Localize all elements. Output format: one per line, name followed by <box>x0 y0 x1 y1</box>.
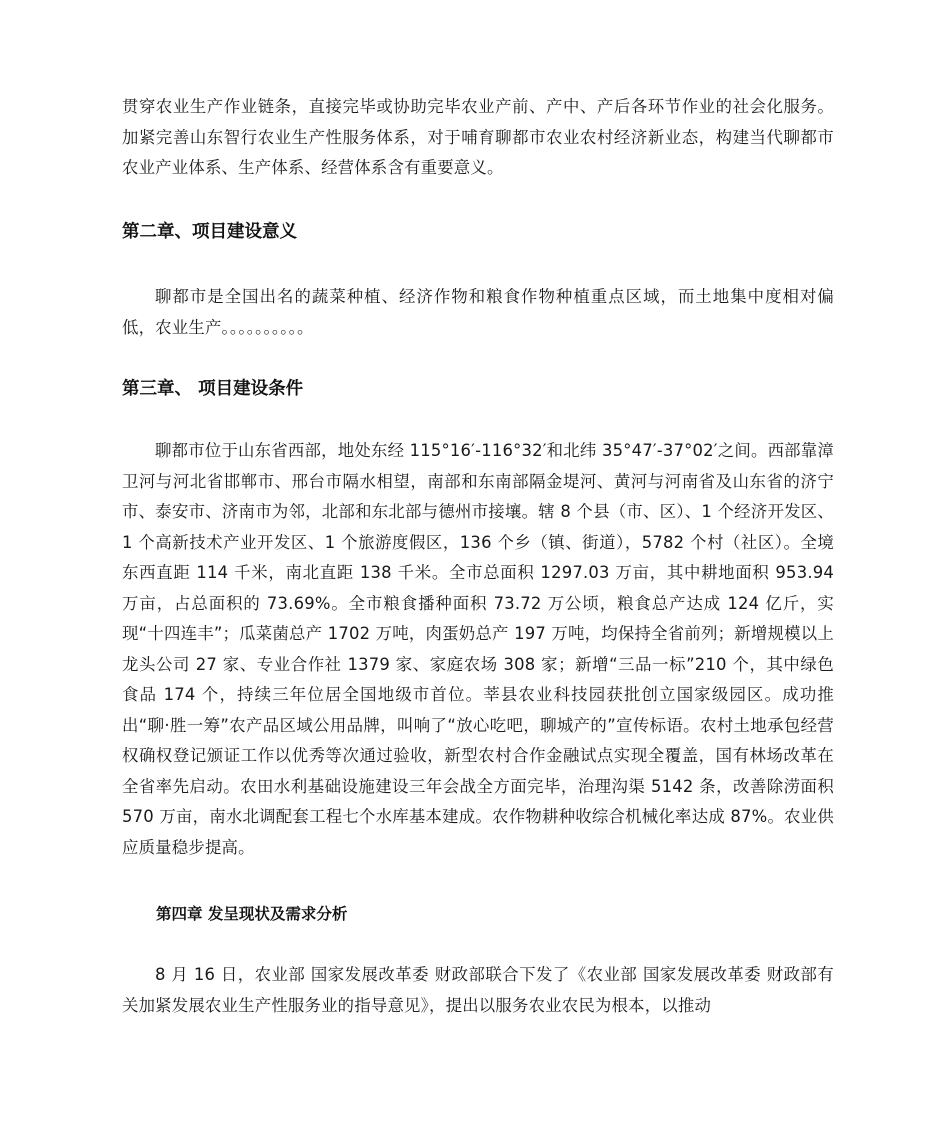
heading-chapter-4: 第四章 发呈现状及需求分析 <box>156 905 348 923</box>
paragraph-chapter-3: 聊都市位于山东省西部，地处东经 115°16′-116°32′和北纬 35°47′-37°02′之间。西部靠漳卫河与河北省邯郸市、邢台市隔水相望，南部和东南部隔金堤河、黄河与河南省及山东省的济宁市、泰安市、济南市为邻，北部和东北部与德州市接壤。辖 8 个县（市、区）、1 个经济开发区、1 个高新技术产业开发区、1 个旅游度假区，136 个乡（镇、街道），5782 个村（社区）。全境东西直距 114 千米，南北直距 138 千米。全市总面积 1297.03 万亩，其中耕地面积 953.94 万亩，占总面积的 73.69%。全市粮食播种面积 73.72 万公顷，粮食总产达成 124 亿斤，实现“十四连丰”；瓜菜菌总产 1702 万吨，肉蛋奶总产 197 万吨，均保持全省前列；新增规模以上龙头公司 27 家、专业合作社 1379 家、家庭农场 308 家；新增“三品一标”210 个，其中绿色食品 174 个，持续三年位居全国地级市首位。莘县农业科技园获批创立国家级园区。成功推出“聊·胜一筹”农产品区域公用品牌，叫响了“放心吃吧，聊城产的”宣传标语。农村土地承包经营权确权登记颁证工作以优秀等次通过验收，新型农村合作金融试点实现全覆盖，国有林场改革在全省率先启动。农田水利基础设施建设三年会战全方面完毕，治理沟渠 5142 条，改善除涝面积 570 万亩，南水北调配套工程七个水库基本建成。农作物耕种收综合机械化率达成 87%。农业供应质量稳步提高。 <box>122 441 834 857</box>
heading-chapter-2: 第二章、项目建设意义 <box>122 222 297 242</box>
paragraph-chapter-4: 8 月 16 日，农业部 国家发展改革委 财政部联合下发了《农业部 国家发展改革委 财政部有关加紧发展农业生产性服务业的指导意见》，提出以服务农业农民为根本，以推动 <box>122 965 834 1015</box>
paragraph-intro: 贯穿农业生产作业链条，直接完毕或协助完毕农业产前、产中、产后各环节作业的社会化服务。加紧完善山东智行农业生产性服务体系，对于哺育聊都市农业农村经济新业态，构建当代聊都市农业产业体系、生产体系、经营体系含有重要意义。 <box>122 97 834 177</box>
heading-chapter-3: 第三章、 项目建设条件 <box>122 379 304 399</box>
paragraph-chapter-2: 聊都市是全国出名的蔬菜种植、经济作物和粮食作物种植重点区域，而土地集中度相对偏低，农业生产。。。。。。。。。。 <box>122 287 834 337</box>
